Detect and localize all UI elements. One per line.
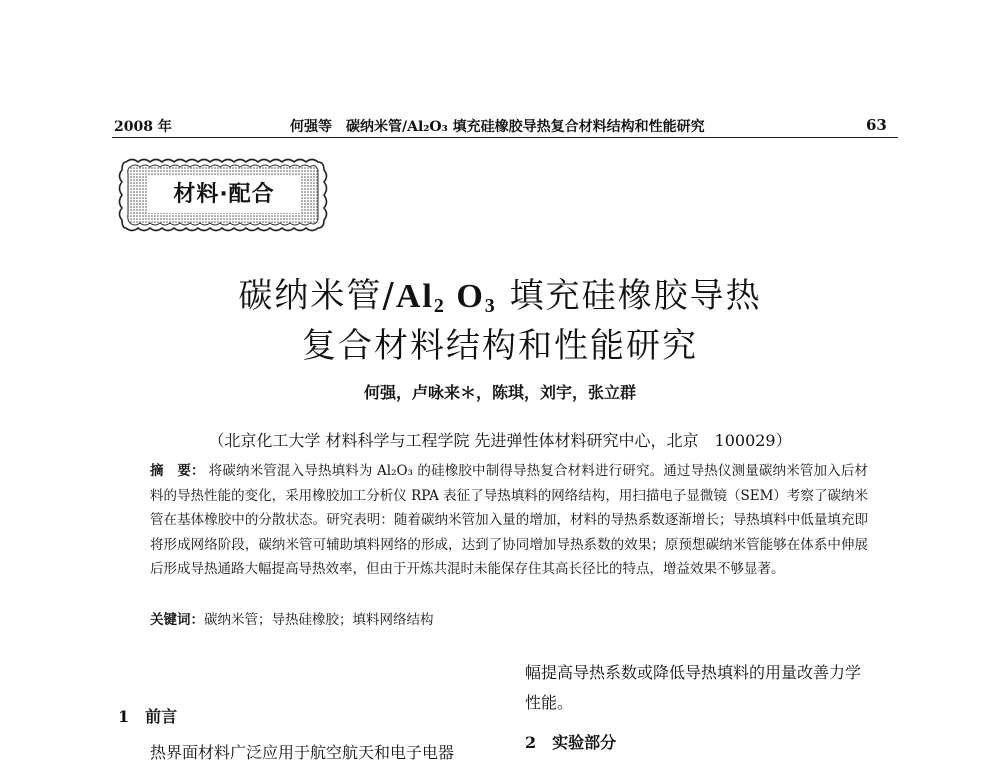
right-column-line-2: 性能。 [525, 693, 574, 712]
keywords-text: 碳纳米管；导热硅橡胶；填料网络结构 [204, 612, 434, 628]
paper-title-line-1: 碳纳米管$/Al_2$ $O_3$ 填充硅橡胶导热 [238, 276, 762, 317]
right-column-line-1: 幅提高导热系数或降低导热填料的用量改善力学 [525, 663, 862, 682]
authors: 何强，卢咏来＊，陈琪，刘宇，张立群 [363, 383, 636, 402]
keywords [150, 608, 434, 628]
header-page-number: 63 [866, 116, 887, 134]
keywords-label: 关键词： [150, 612, 204, 628]
abstract-label: 摘 要： [150, 463, 205, 479]
header-year: 2008 年 [114, 119, 172, 135]
section-1-heading: 1 前言 [118, 707, 178, 726]
section-badge [118, 158, 330, 232]
header-running-title: 何强等 碳纳米管/Al₂O₃ 填充硅橡胶导热复合材料结构和性能研究 [290, 119, 705, 135]
abstract-text: 将碳纳米管混入导热填料为 Al₂O₃ 的硅橡胶中制得导热复合材料进行研究。通过导热仪测量碳纳米管加入后材料的导热性能的变化，采用橡胶加工分析仪 RPA 表征了导热填料的网络结构，用扫描电子显微镜（SEM）考察了碳纳米管在基体橡胶中的分散状态。研究表明：随着碳纳米管加入量的增加，材料的导热系数逐渐增长；导热填料中低量填充即将形成网络阶段，碳纳米管可辅助填料网络的形成，达到了协同增加导热系数的效果；原预想碳纳米管能够在体系中伸展后形成导热通路大幅提高导热效率，但由于开炼共混时未能保存住其高长径比的特点，增益效果不够显著。 [150, 463, 868, 578]
affiliation: （北京化工大学 材料科学与工程学院 先进弹性体材料研究中心，北京 100029） [208, 431, 792, 450]
header-rule [112, 137, 898, 138]
left-column-paragraph: 热界面材料广泛应用于航空航天和电子电器 [150, 743, 455, 762]
abstract [150, 459, 868, 582]
section-2-heading: 2 实验部分 [525, 733, 617, 752]
section-badge-label: 材料·配合 [173, 182, 275, 207]
paper-title-line-2: 复合材料结构和性能研究 [302, 326, 698, 366]
